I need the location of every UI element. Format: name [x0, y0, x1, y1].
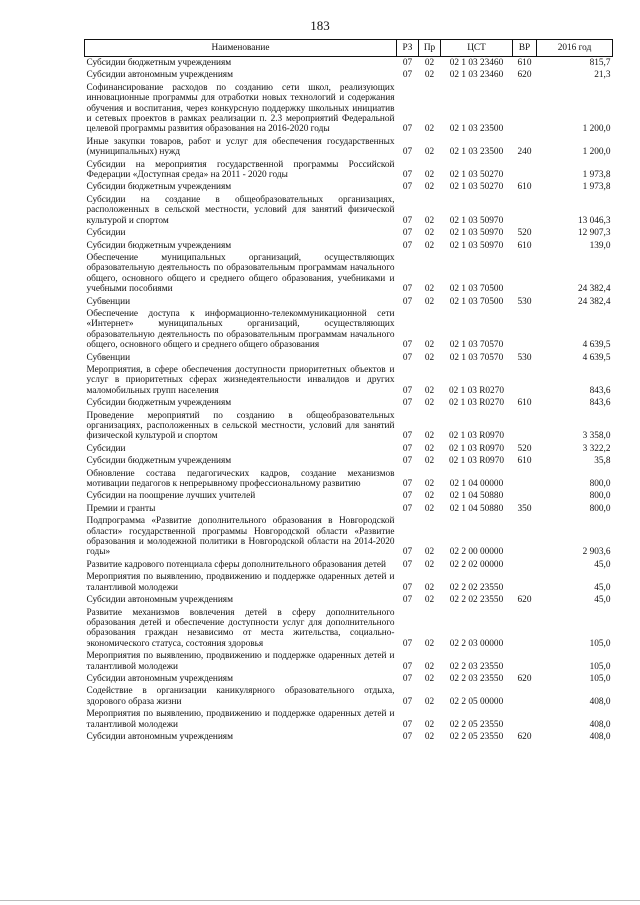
cell-amount: 3 358,0	[582, 431, 611, 442]
cell-cst: 02 1 03 23500	[449, 147, 504, 158]
cell-pr: 02	[424, 228, 435, 239]
table-row	[85, 240, 613, 252]
cell-pr: 02	[424, 661, 435, 672]
table-row	[85, 455, 613, 467]
cell-cst: 02 1 03 23460	[449, 58, 504, 68]
cell-cst: 02 1 03 70570	[449, 340, 504, 351]
scan-edge-line	[0, 900, 640, 901]
cell-vr: 620	[517, 595, 532, 606]
cell-amount: 139,0	[589, 240, 611, 251]
cell-vr: 620	[517, 731, 532, 742]
cell-name: Субвенции	[86, 352, 131, 363]
cell-cst: 02 2 00 00000	[449, 547, 504, 558]
cell-cst: 02 1 03 50270	[449, 182, 504, 193]
table-row	[85, 731, 613, 743]
cell-amount: 3 322,2	[582, 443, 611, 454]
cell-pr: 02	[424, 385, 435, 396]
cell-rz: 07	[402, 124, 413, 135]
cell-amount: 21,3	[594, 70, 611, 81]
cell-pr: 02	[424, 638, 435, 649]
cell-vr	[513, 410, 537, 443]
cell-amount: 4 639,5	[582, 352, 611, 363]
cell-rz: 07	[402, 398, 413, 409]
cell-rz: 07	[402, 696, 413, 707]
cell-vr: 610	[517, 240, 532, 251]
table-row	[85, 673, 613, 685]
cell-name: Обеспечение доступа к информационно-телекоммуникационной сети «Интернет» муниципальных организаций, осуществляющих образовательную деятельность по образовательным программам начального общего, основного общего и среднего общего образования	[86, 308, 395, 351]
cell-amount: 13 046,3	[577, 215, 611, 226]
cell-name: Субсидии автономным учреждениям	[86, 673, 233, 684]
cell-amount: 408,0	[589, 719, 611, 730]
cell-vr	[513, 571, 537, 594]
cell-cst: 02 1 03 70570	[449, 352, 504, 363]
cell-amount: 4 639,5	[582, 340, 611, 351]
cell-cst: 02 2 05 23550	[449, 719, 504, 730]
cell-vr	[513, 650, 537, 673]
cell-amount: 800,0	[589, 503, 611, 514]
cell-pr: 02	[424, 719, 435, 730]
cell-pr: 02	[424, 456, 435, 467]
header-name: Наименование	[85, 40, 397, 57]
cell-vr: 610	[517, 182, 532, 193]
cell-rz: 07	[402, 491, 413, 502]
cell-rz: 07	[402, 638, 413, 649]
table-row	[85, 194, 613, 227]
cell-pr: 02	[424, 352, 435, 363]
cell-pr: 02	[424, 340, 435, 351]
cell-vr	[513, 685, 537, 708]
header-pr: Пр	[419, 40, 441, 57]
cell-amount: 105,0	[589, 661, 611, 672]
cell-rz: 07	[402, 296, 413, 307]
cell-name: Субсидии	[86, 228, 126, 239]
cell-cst: 02 2 03 23550	[449, 673, 504, 684]
table-row	[85, 650, 613, 673]
cell-name: Субсидии на поощрение лучших учителей	[86, 491, 256, 502]
cell-cst: 02 2 05 00000	[449, 696, 504, 707]
table-row	[85, 57, 613, 70]
cell-pr: 02	[424, 398, 435, 409]
cell-amount: 2 903,6	[582, 547, 611, 558]
table-row	[85, 352, 613, 364]
table-row	[85, 364, 613, 397]
cell-vr	[513, 708, 537, 731]
cell-name: Субсидии бюджетным учреждениям	[86, 182, 232, 193]
cell-vr: 520	[517, 443, 532, 454]
cell-name: Проведение мероприятий по созданию в общеобразовательных организациях, расположенных в сельской местности, условий для занятий физической культурой и спортом	[86, 410, 395, 442]
header-vr: ВР	[513, 40, 537, 57]
cell-vr	[513, 607, 537, 651]
cell-name: Субсидии бюджетным учреждениям	[86, 398, 232, 409]
cell-cst: 02 1 03 R0970	[448, 456, 504, 467]
table-header-row	[85, 40, 613, 57]
cell-vr: 610	[517, 398, 532, 409]
cell-rz: 07	[402, 731, 413, 742]
cell-vr: 620	[517, 673, 532, 684]
cell-cst: 02 1 03 70500	[449, 296, 504, 307]
table-row	[85, 69, 613, 81]
cell-vr: 610	[517, 58, 532, 68]
cell-pr: 02	[424, 547, 435, 558]
cell-name: Субсидии на мероприятия государственной программы Российской Федерации «Доступная среда» на 2011 - 2020 годы	[86, 159, 395, 181]
cell-name: Субсидии автономным учреждениям	[86, 595, 233, 606]
cell-pr: 02	[424, 124, 435, 135]
cell-amount: 24 382,4	[577, 296, 611, 307]
table-row	[85, 490, 613, 502]
cell-rz: 07	[402, 559, 413, 570]
cell-rz: 07	[402, 228, 413, 239]
cell-amount: 105,0	[589, 673, 611, 684]
cell-pr: 02	[424, 696, 435, 707]
cell-amount: 1 200,0	[582, 147, 611, 158]
cell-cst: 02 1 03 R0970	[448, 431, 504, 442]
cell-cst: 02 1 03 23500	[449, 124, 504, 135]
cell-amount: 408,0	[589, 696, 611, 707]
cell-pr: 02	[424, 503, 435, 514]
table-row	[85, 607, 613, 651]
cell-rz: 07	[402, 673, 413, 684]
cell-name: Премии и гранты	[86, 503, 156, 514]
cell-amount: 45,0	[594, 595, 611, 606]
cell-rz: 07	[402, 240, 413, 251]
cell-cst: 02 1 03 R0970	[448, 443, 504, 454]
cell-vr	[513, 194, 537, 227]
cell-cst: 02 1 03 50970	[449, 240, 504, 251]
cell-vr	[513, 252, 537, 296]
cell-amount: 45,0	[594, 559, 611, 570]
cell-pr: 02	[424, 443, 435, 454]
cell-pr: 02	[424, 240, 435, 251]
cell-rz: 07	[402, 719, 413, 730]
cell-cst: 02 1 03 50970	[449, 215, 504, 226]
cell-amount: 800,0	[589, 491, 611, 502]
cell-amount: 45,0	[594, 582, 611, 593]
cell-vr: 350	[517, 503, 532, 514]
cell-name: Субсидии бюджетным учреждениям	[86, 240, 232, 251]
cell-rz: 07	[402, 456, 413, 467]
cell-pr: 02	[424, 431, 435, 442]
cell-cst: 02 2 05 23550	[449, 731, 504, 742]
cell-name: Софинансирование расходов по созданию сети школ, реализующих инновационные программы для отработки новых технологий и содержания обучения и воспитания, через конкурсную поддержку школьных инициатив и сетевых проектов в рамках реализации п. 2.3 мероприятий Федеральной целевой программы развития образования на 2016-2020 годы	[86, 82, 395, 135]
cell-vr	[513, 159, 537, 182]
table-row	[85, 136, 613, 159]
cell-pr: 02	[424, 58, 435, 68]
cell-cst: 02 1 03 23460	[449, 70, 504, 81]
cell-cst: 02 1 04 50880	[449, 503, 504, 514]
table-row	[85, 410, 613, 443]
cell-rz: 07	[402, 352, 413, 363]
cell-rz: 07	[402, 503, 413, 514]
cell-amount: 1 973,8	[582, 182, 611, 193]
cell-cst: 02 1 03 50270	[449, 170, 504, 181]
cell-amount: 843,6	[589, 385, 611, 396]
cell-rz: 07	[402, 182, 413, 193]
cell-rz: 07	[402, 170, 413, 181]
table-row	[85, 181, 613, 193]
cell-vr	[513, 515, 537, 559]
cell-pr: 02	[424, 182, 435, 193]
cell-name: Субвенции	[86, 296, 131, 307]
cell-rz: 07	[402, 58, 413, 68]
cell-cst: 02 1 03 50970	[449, 228, 504, 239]
cell-cst: 02 1 03 70500	[449, 284, 504, 295]
cell-cst: 02 1 03 R0270	[448, 385, 504, 396]
cell-rz: 07	[402, 661, 413, 672]
cell-amount: 800,0	[589, 479, 611, 490]
cell-name: Иные закупки товаров, работ и услуг для обеспечения государственных (муниципальных) нужд	[86, 136, 395, 158]
cell-cst: 02 2 02 23550	[449, 595, 504, 606]
cell-name: Мероприятия по выявлению, продвижению и поддержке одаренных детей и талантливой молодежи	[86, 572, 395, 593]
cell-name: Обеспечение муниципальных организаций, осуществляющих образовательную деятельность по образовательным программам начального общего, основного общего и среднего общего образования, учебниками и учебными пособиями	[86, 252, 395, 295]
cell-pr: 02	[424, 582, 435, 593]
cell-amount: 815,7	[589, 58, 611, 68]
table-row	[85, 571, 613, 594]
cell-name: Обновление состава педагогических кадров, создание механизмов мотивации педагогов к непрерывному профессиональному развитию	[86, 468, 395, 490]
cell-vr	[513, 308, 537, 352]
cell-rz: 07	[402, 547, 413, 558]
cell-cst: 02 2 03 23550	[449, 661, 504, 672]
header-cst: ЦСТ	[441, 40, 513, 57]
cell-name: Мероприятия, в сфере обеспечения доступности приоритетных объектов и услуг в приоритетных сферах жизнедеятельности инвалидов и других маломобильных групп населения	[86, 364, 395, 396]
table-row	[85, 308, 613, 352]
cell-name: Подпрограмма «Развитие дополнительного образования в Новгородской области» государственной программы Новгородской области «Развитие образования и молодежной политики в Новгородской области на 2014-2020 годы»	[86, 516, 395, 558]
cell-vr	[513, 490, 537, 502]
cell-amount: 1 973,8	[582, 170, 611, 181]
cell-name: Субсидии автономным учреждениям	[86, 731, 233, 742]
cell-vr: 530	[517, 352, 532, 363]
cell-rz: 07	[402, 595, 413, 606]
cell-vr	[513, 559, 537, 571]
cell-name: Мероприятия по выявлению, продвижению и поддержке одаренных детей и талантливой молодежи	[86, 651, 395, 672]
cell-pr: 02	[424, 170, 435, 181]
cell-name: Субсидии бюджетным учреждениям	[86, 58, 232, 68]
cell-vr	[513, 364, 537, 397]
cell-name: Субсидии	[86, 443, 126, 454]
cell-cst: 02 1 04 50880	[449, 491, 504, 502]
cell-rz: 07	[402, 147, 413, 158]
cell-pr: 02	[424, 284, 435, 295]
table-row	[85, 252, 613, 296]
cell-rz: 07	[402, 479, 413, 490]
cell-cst: 02 2 03 00000	[449, 638, 504, 649]
cell-vr: 530	[517, 296, 532, 307]
cell-pr: 02	[424, 673, 435, 684]
cell-name: Субсидии автономным учреждениям	[86, 70, 233, 81]
cell-pr: 02	[424, 296, 435, 307]
cell-vr: 520	[517, 228, 532, 239]
cell-pr: 02	[424, 479, 435, 490]
table-row	[85, 227, 613, 239]
table-row	[85, 594, 613, 606]
cell-cst: 02 2 02 23550	[449, 582, 504, 593]
cell-rz: 07	[402, 582, 413, 593]
table-row	[85, 82, 613, 136]
cell-vr: 240	[517, 147, 532, 158]
cell-cst: 02 2 02 00000	[449, 559, 504, 570]
cell-amount: 12 907,3	[577, 228, 611, 239]
cell-amount: 105,0	[589, 638, 611, 649]
cell-vr: 610	[517, 456, 532, 467]
cell-name: Развитие механизмов вовлечения детей в сферу дополнительного образования детей и обеспечение доступности услуг для дополнительного образования граждан независимо от места жительства, социально-экономического статуса, состояния здоровья	[86, 607, 395, 649]
cell-rz: 07	[402, 215, 413, 226]
table-row	[85, 685, 613, 708]
budget-table	[84, 39, 613, 743]
page-number: 183	[310, 18, 330, 33]
cell-amount: 24 382,4	[577, 284, 611, 295]
cell-pr: 02	[424, 731, 435, 742]
table-row	[85, 397, 613, 409]
cell-name: Субсидии бюджетным учреждениям	[86, 456, 232, 467]
header-rz: РЗ	[397, 40, 419, 57]
table-row	[85, 296, 613, 308]
cell-amount: 35,8	[594, 456, 611, 467]
table-row	[85, 559, 613, 571]
cell-cst: 02 1 04 00000	[449, 479, 504, 490]
cell-pr: 02	[424, 215, 435, 226]
table-row	[85, 503, 613, 515]
cell-vr	[513, 82, 537, 136]
cell-rz: 07	[402, 284, 413, 295]
cell-rz: 07	[402, 443, 413, 454]
cell-name: Мероприятия по выявлению, продвижению и поддержке одаренных детей и талантливой молодежи	[86, 709, 395, 730]
cell-vr: 620	[517, 70, 532, 81]
cell-name: Субсидии на создание в общеобразовательных организациях, расположенных в сельской местности, условий для занятий физической культурой и спортом	[86, 194, 395, 226]
table-row	[85, 515, 613, 559]
table-row	[85, 468, 613, 491]
table-row	[85, 708, 613, 731]
cell-pr: 02	[424, 70, 435, 81]
cell-vr	[513, 468, 537, 491]
table-row	[85, 159, 613, 182]
cell-amount: 408,0	[589, 731, 611, 742]
cell-rz: 07	[402, 431, 413, 442]
cell-name: Развитие кадрового потенциала сферы дополнительного образования детей	[86, 559, 387, 570]
cell-name: Содействие в организации каникулярного образовательного отдыха, здорового образа жизни	[86, 686, 395, 707]
cell-pr: 02	[424, 595, 435, 606]
cell-rz: 07	[402, 340, 413, 351]
table-row	[85, 443, 613, 455]
cell-pr: 02	[424, 147, 435, 158]
cell-rz: 07	[402, 385, 413, 396]
cell-cst: 02 1 03 R0270	[448, 398, 504, 409]
header-amount: 2016 год	[537, 40, 613, 57]
cell-amount: 843,6	[589, 398, 611, 409]
cell-rz: 07	[402, 70, 413, 81]
cell-pr: 02	[424, 559, 435, 570]
cell-pr: 02	[424, 491, 435, 502]
table-body	[85, 57, 613, 744]
cell-amount: 1 200,0	[582, 124, 611, 135]
